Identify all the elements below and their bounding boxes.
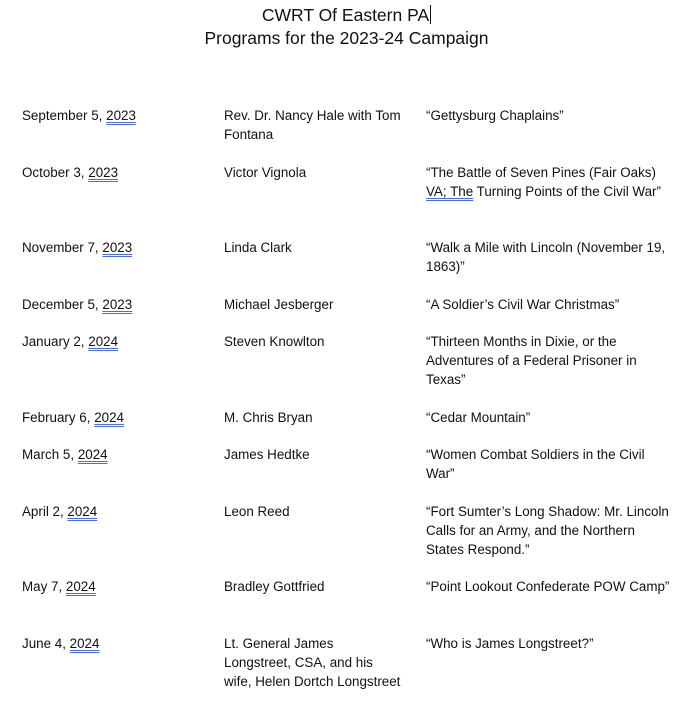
spellcheck-year[interactable]: 2023 xyxy=(106,108,136,123)
program-speaker: Linda Clark xyxy=(224,240,292,255)
program-speaker: Leon Reed xyxy=(224,504,290,519)
document-title: CWRT Of Eastern PA xyxy=(261,5,430,25)
spellcheck-year[interactable]: 2024 xyxy=(65,579,96,594)
program-date: April 2, 2024 xyxy=(22,504,98,519)
spellcheck-year[interactable]: 2024 xyxy=(88,334,119,349)
spellcheck-year[interactable]: 2023 xyxy=(88,165,119,180)
program-date: December 5, 2023 xyxy=(22,297,133,312)
program-date: June 4, 2024 xyxy=(22,636,100,651)
program-speaker: James Hedtke xyxy=(224,447,310,462)
spellcheck-year[interactable]: 2024 xyxy=(67,504,98,519)
program-speaker: Rev. Dr. Nancy Hale with Tom Fontana xyxy=(224,108,401,142)
program-topic: “The Battle of Seven Pines (Fair Oaks) VA; The Turning Points of the Civil War” xyxy=(426,165,661,199)
program-speaker: M. Chris Bryan xyxy=(224,410,313,425)
spellcheck-year[interactable]: 2024 xyxy=(69,636,100,651)
program-topic: “A Soldier’s Civil War Christmas” xyxy=(426,297,620,312)
program-topic: “Thirteen Months in Dixie, or the Adventures of a Federal Prisoner in Texas” xyxy=(426,334,637,387)
spellcheck-year[interactable]: 2023 xyxy=(102,240,133,255)
program-speaker: Bradley Gottfried xyxy=(224,579,325,594)
program-date: September 5, 2023 xyxy=(22,108,136,123)
program-topic: “Cedar Mountain” xyxy=(426,410,531,425)
program-topic: “Fort Sumter’s Long Shadow: Mr. Lincoln Calls for an Army, and the Northern States Respond.” xyxy=(426,504,669,557)
text-cursor xyxy=(430,5,431,24)
program-speaker: Michael Jesberger xyxy=(224,297,334,312)
program-speaker: Victor Vignola xyxy=(224,165,307,180)
document-subtitle: Programs for the 2023-24 Campaign xyxy=(204,28,489,48)
program-topic: “Point Lookout Confederate POW Camp” xyxy=(426,579,670,594)
program-speaker: Steven Knowlton xyxy=(224,334,325,349)
program-date: November 7, 2023 xyxy=(22,240,133,255)
program-topic: “Walk a Mile with Lincoln (November 19, 1863)” xyxy=(426,240,666,274)
program-topic: “Who is James Longstreet?” xyxy=(426,636,594,651)
program-topic: “Gettysburg Chaplains” xyxy=(426,108,564,123)
program-topic: “Women Combat Soldiers in the Civil War” xyxy=(426,447,645,481)
spellcheck-year[interactable]: 2024 xyxy=(77,447,108,462)
program-date: January 2, 2024 xyxy=(22,334,119,349)
spellcheck-phrase[interactable]: VA; The xyxy=(426,184,474,199)
program-date: February 6, 2024 xyxy=(22,410,124,425)
spellcheck-year[interactable]: 2023 xyxy=(102,297,133,312)
program-speaker: Lt. General James Longstreet, CSA, and his wife, Helen Dortch Longstreet xyxy=(224,636,401,689)
program-date: March 5, 2024 xyxy=(22,447,108,462)
program-date: May 7, 2024 xyxy=(22,579,96,594)
program-date: October 3, 2023 xyxy=(22,165,119,180)
spellcheck-year[interactable]: 2024 xyxy=(94,410,124,425)
